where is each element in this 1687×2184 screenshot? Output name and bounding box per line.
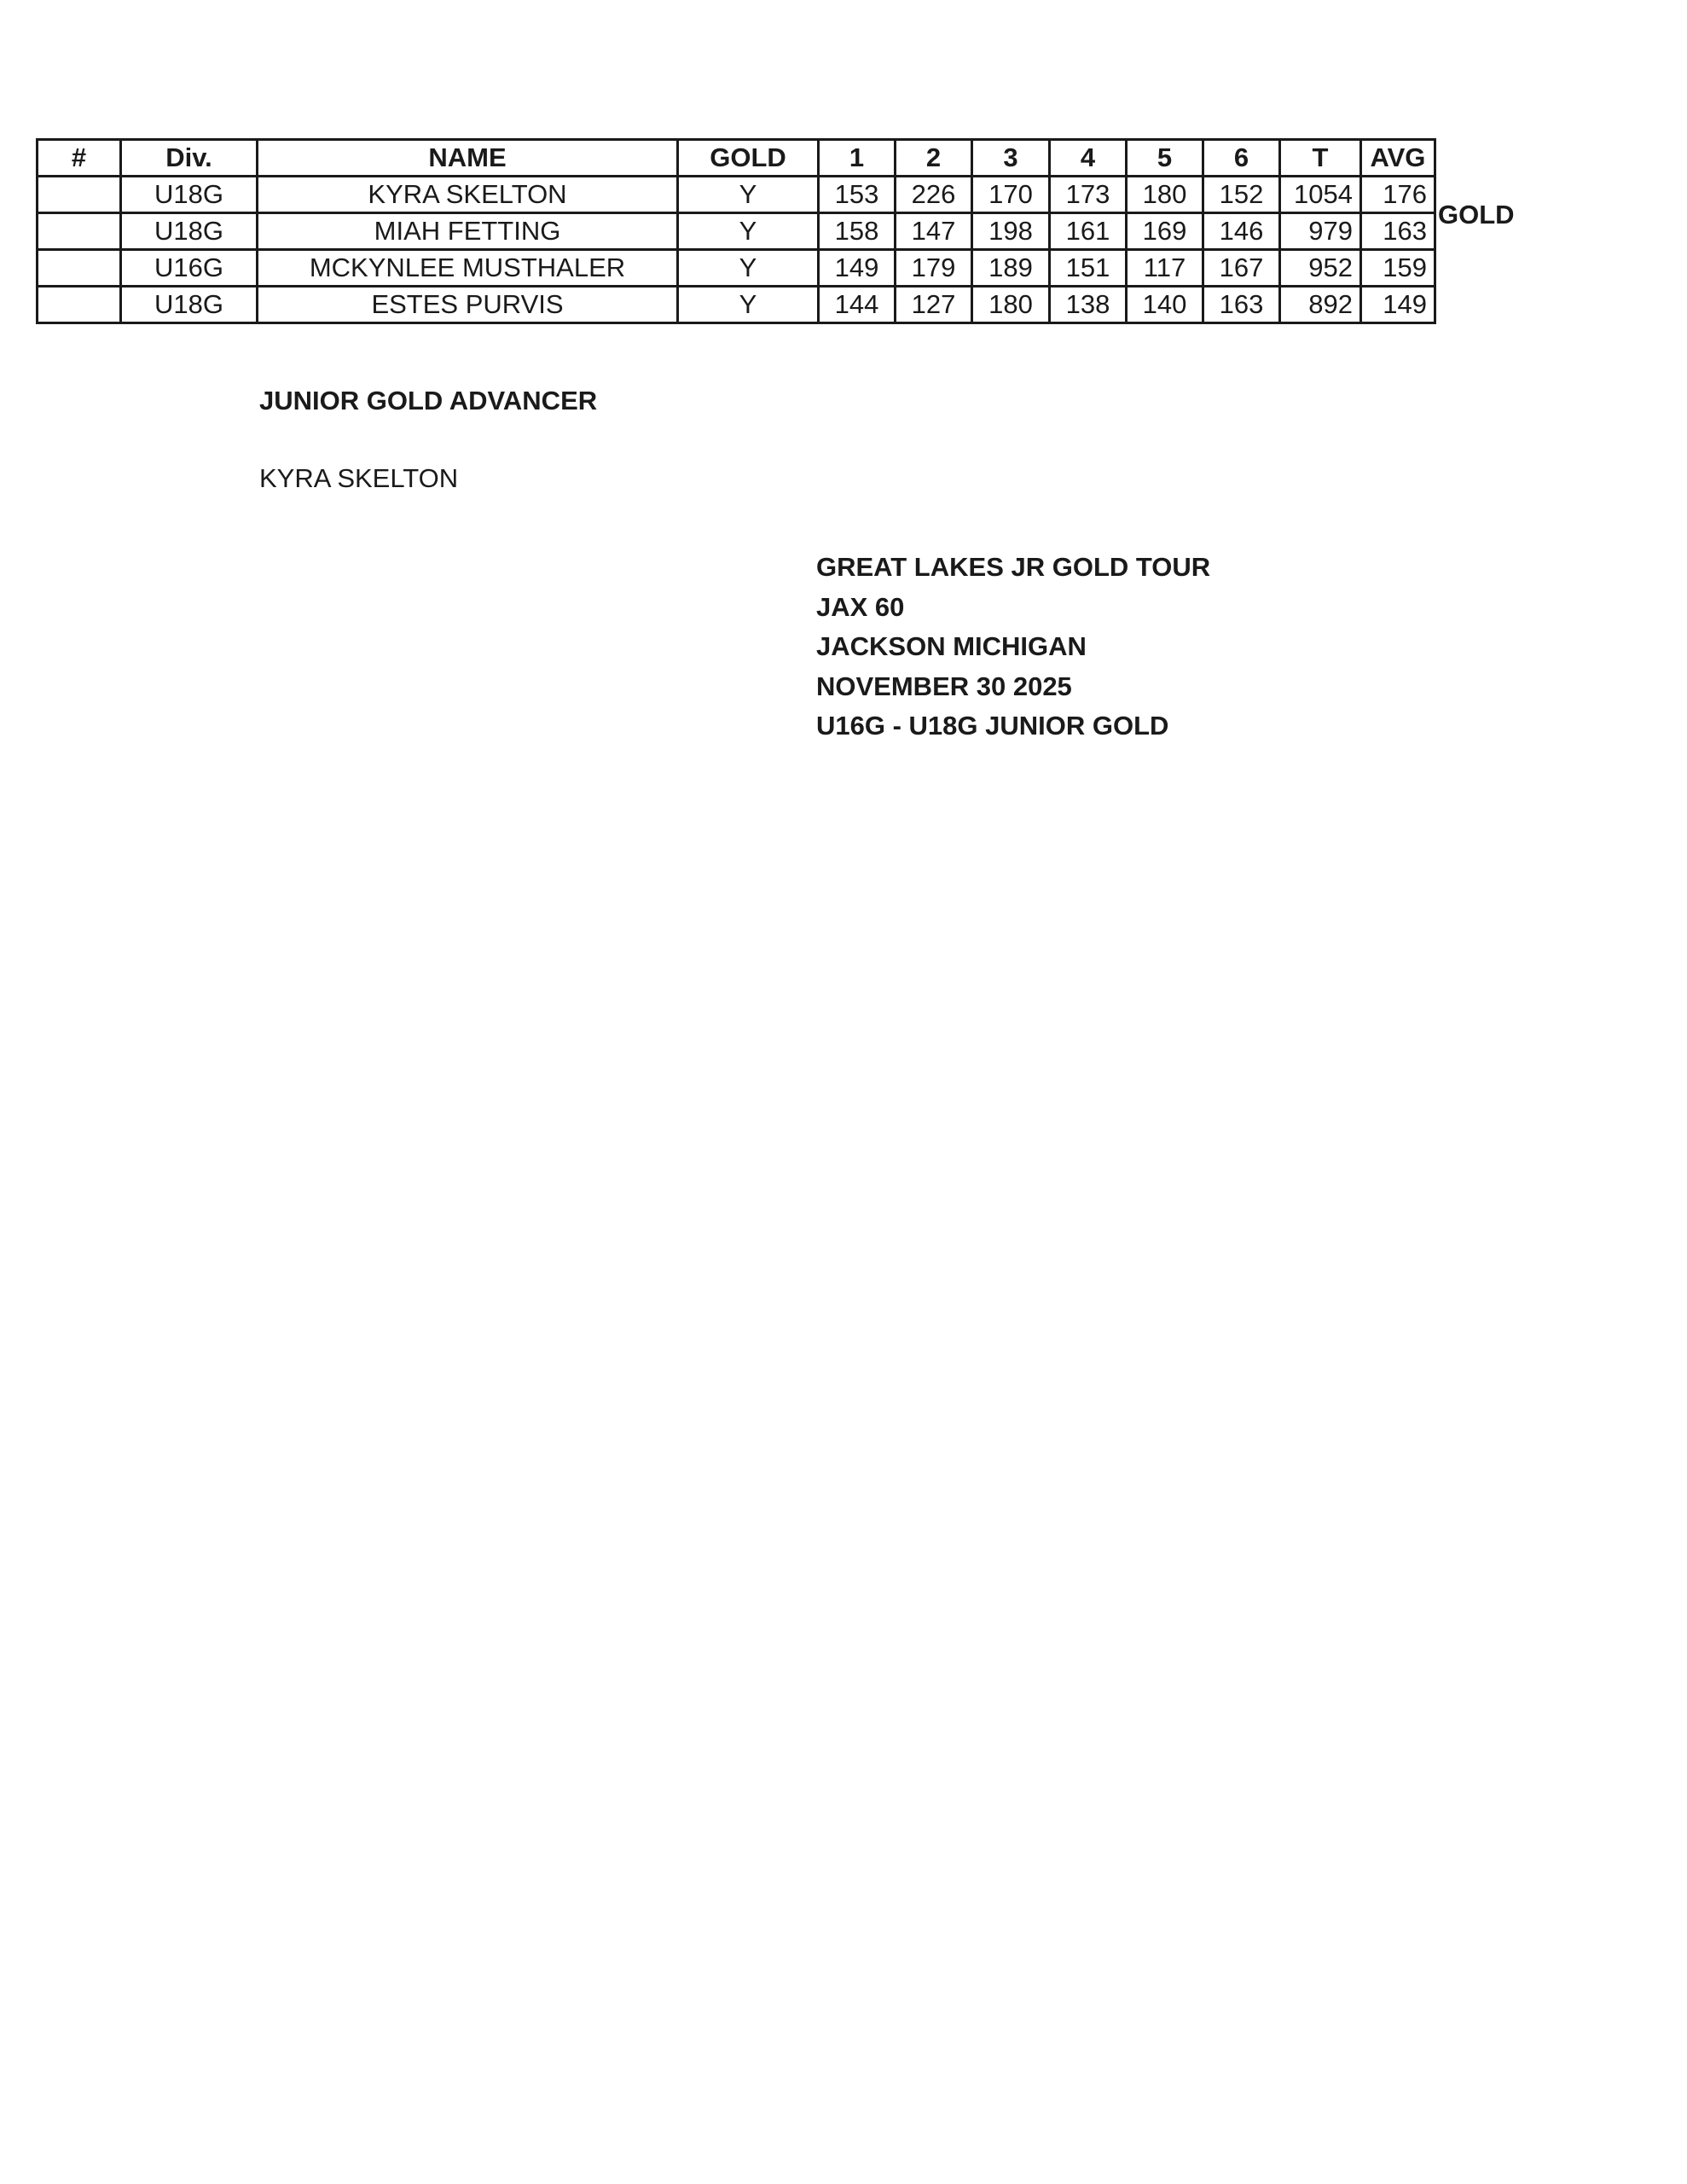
event-tour: GREAT LAKES JR GOLD TOUR [816, 552, 1211, 582]
cell-gold: Y [678, 177, 819, 213]
cell-name: MIAH FETTING [258, 213, 678, 250]
cell-game-4: 173 [1050, 177, 1127, 213]
header-game-3: 3 [972, 140, 1050, 177]
cell-game-3: 180 [972, 287, 1050, 323]
cell-game-2: 127 [896, 287, 972, 323]
cell-rank [38, 250, 121, 287]
cell-name: ESTES PURVIS [258, 287, 678, 323]
cell-division: U18G [121, 213, 258, 250]
table-row [38, 213, 1435, 250]
header-game-1: 1 [819, 140, 896, 177]
cell-game-5: 140 [1127, 287, 1203, 323]
cell-gold: Y [678, 250, 819, 287]
cell-game-4: 138 [1050, 287, 1127, 323]
cell-game-1: 144 [819, 287, 896, 323]
event-divisions: U16G - U18G JUNIOR GOLD [816, 711, 1169, 741]
cell-average: 149 [1361, 287, 1435, 323]
table-header-row [38, 140, 1435, 177]
cell-game-1: 153 [819, 177, 896, 213]
cell-rank [38, 177, 121, 213]
header-gold: GOLD [678, 140, 819, 177]
header-game-6: 6 [1203, 140, 1280, 177]
cell-game-3: 198 [972, 213, 1050, 250]
event-info [816, 548, 1210, 746]
event-center: JAX 60 [816, 591, 905, 622]
header-total: T [1280, 140, 1361, 177]
cell-game-2: 226 [896, 177, 972, 213]
cell-division: U18G [121, 287, 258, 323]
cell-game-5: 117 [1127, 250, 1203, 287]
cell-division: U16G [121, 250, 258, 287]
event-date: NOVEMBER 30 2025 [816, 671, 1072, 701]
table-row [38, 250, 1435, 287]
header-rank: # [38, 140, 121, 177]
cell-game-4: 151 [1050, 250, 1127, 287]
header-division: Div. [121, 140, 258, 177]
header-average: AVG [1361, 140, 1435, 177]
cell-game-1: 149 [819, 250, 896, 287]
header-name: NAME [258, 140, 678, 177]
cell-game-2: 147 [896, 213, 972, 250]
cell-average: 163 [1361, 213, 1435, 250]
cell-average: 159 [1361, 250, 1435, 287]
gold-flag-label: GOLD [1438, 200, 1515, 229]
cell-game-3: 189 [972, 250, 1050, 287]
cell-game-2: 179 [896, 250, 972, 287]
advancer-heading: JUNIOR GOLD ADVANCER [259, 386, 598, 415]
table-row [38, 287, 1435, 323]
header-game-4: 4 [1050, 140, 1127, 177]
event-location: JACKSON MICHIGAN [816, 631, 1087, 661]
table-row [38, 177, 1435, 213]
cell-game-1: 158 [819, 213, 896, 250]
cell-game-5: 180 [1127, 177, 1203, 213]
cell-total: 952 [1280, 250, 1361, 287]
cell-game-6: 146 [1203, 213, 1280, 250]
results-table [36, 138, 1436, 324]
advancer-name: KYRA SKELTON [259, 463, 459, 493]
cell-rank [38, 213, 121, 250]
cell-total: 892 [1280, 287, 1361, 323]
cell-gold: Y [678, 287, 819, 323]
header-game-2: 2 [896, 140, 972, 177]
cell-game-5: 169 [1127, 213, 1203, 250]
cell-name: MCKYNLEE MUSTHALER [258, 250, 678, 287]
cell-game-6: 152 [1203, 177, 1280, 213]
header-game-5: 5 [1127, 140, 1203, 177]
cell-game-6: 167 [1203, 250, 1280, 287]
cell-game-3: 170 [972, 177, 1050, 213]
cell-name: KYRA SKELTON [258, 177, 678, 213]
cell-rank [38, 287, 121, 323]
cell-average: 176 [1361, 177, 1435, 213]
cell-division: U18G [121, 177, 258, 213]
cell-total: 1054 [1280, 177, 1361, 213]
cell-total: 979 [1280, 213, 1361, 250]
cell-game-4: 161 [1050, 213, 1127, 250]
cell-gold: Y [678, 213, 819, 250]
cell-game-6: 163 [1203, 287, 1280, 323]
